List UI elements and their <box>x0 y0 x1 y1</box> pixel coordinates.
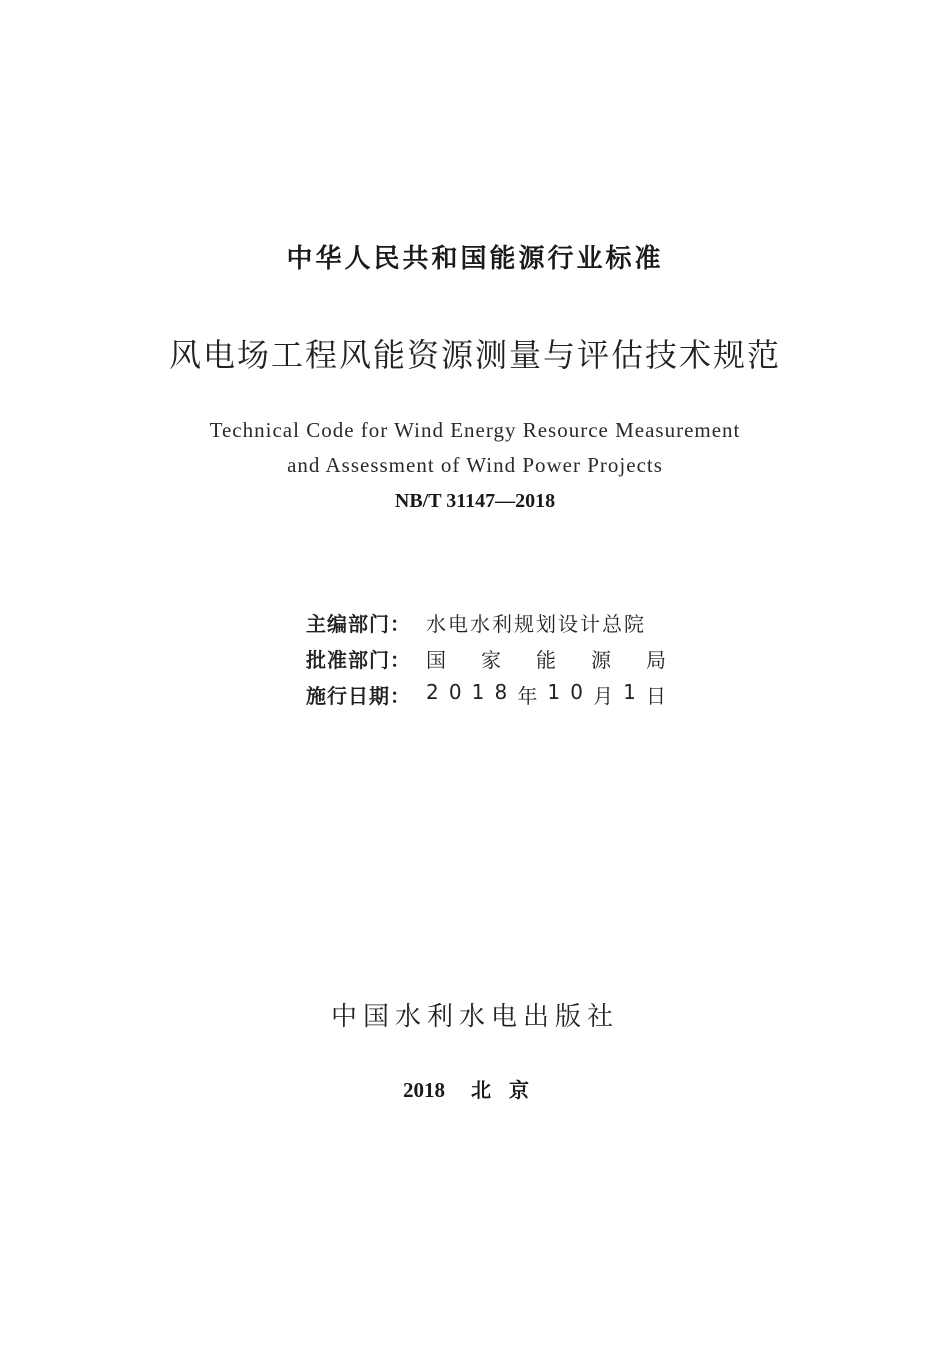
document-metadata <box>306 604 666 712</box>
imprint-city: 北京 <box>471 1078 547 1102</box>
date-char: 1 <box>547 679 561 704</box>
date-char: 年 <box>517 683 538 708</box>
editor-row <box>306 604 666 640</box>
date-char: 8 <box>494 679 508 704</box>
imprint-year: 2018 <box>403 1078 445 1102</box>
editor-value: 水电水利规划设计总院 <box>426 611 646 636</box>
date-char: 月 <box>593 683 614 708</box>
imprint-line <box>0 1074 950 1103</box>
date-char: 2 <box>426 679 439 704</box>
date-char: 1 <box>471 679 485 704</box>
document-title-english-line-1: Technical Code for Wind Energy Resource Measurement <box>209 418 741 442</box>
document-title-chinese: 风电场工程风能资源测量与评估技术规范 <box>168 336 781 374</box>
effective-date-value <box>426 680 666 709</box>
date-char: 1 <box>623 679 636 704</box>
approver-char: 家 <box>481 647 501 672</box>
approver-row <box>306 640 666 676</box>
approver-char: 局 <box>646 647 666 672</box>
approver-label: 批准部门： <box>306 647 411 672</box>
standard-series-heading: 中华人民共和国能源行业标准 <box>286 244 664 274</box>
effective-date-label: 施行日期： <box>306 683 411 708</box>
effective-date-row <box>306 676 666 712</box>
date-char: 0 <box>448 679 462 704</box>
approver-char: 能 <box>536 647 556 672</box>
document-title-english-line-2: and Assessment of Wind Power Projects <box>287 453 663 477</box>
date-char: 0 <box>570 679 583 704</box>
publisher-name: 中国水利水电出版社 <box>330 1002 619 1032</box>
approver-value <box>426 644 666 673</box>
approver-char: 源 <box>591 647 611 672</box>
approver-char: 国 <box>426 647 446 672</box>
standard-number: NB/T 31147—2018 <box>394 490 556 512</box>
editor-label: 主编部门： <box>306 611 411 636</box>
date-char: 日 <box>645 683 666 708</box>
